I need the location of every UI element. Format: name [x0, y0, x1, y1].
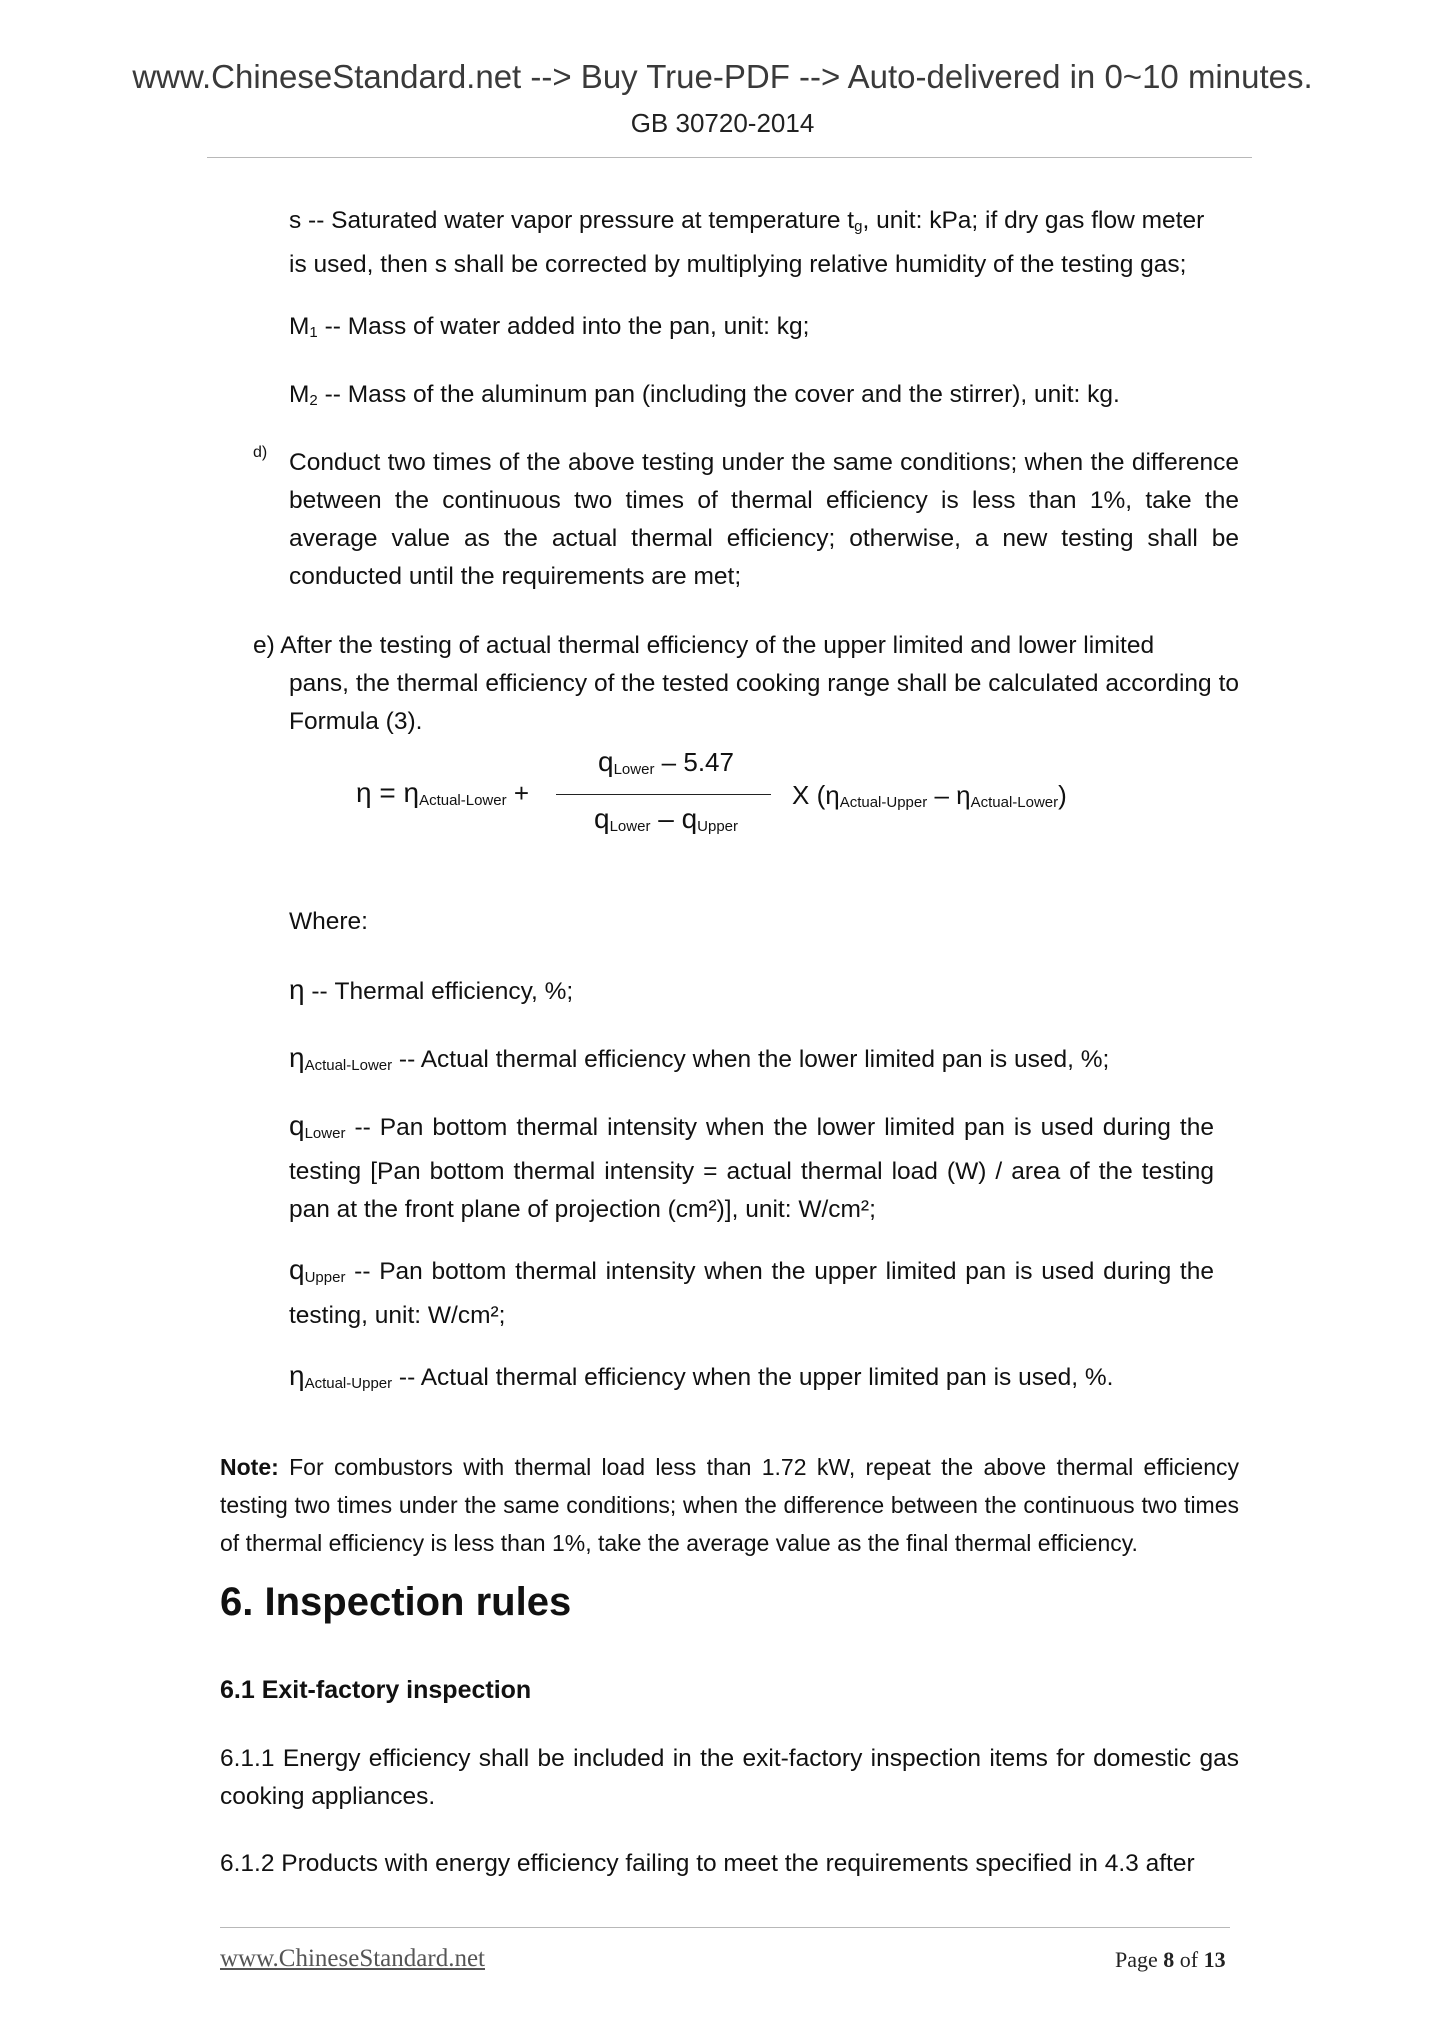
def-s-symbol: s: [289, 207, 302, 234]
def-s-line2: is used, then s shall be corrected by multiplying relative humidity of the testing gas;: [289, 251, 1187, 278]
clause-6-1-2: 6.1.2 Products with energy efficiency failing to meet the requirements specified in 4.3 after: [220, 1850, 1195, 1877]
footer-link[interactable]: www.ChineseStandard.net: [220, 1945, 485, 1972]
def-q-lower: $q_{Lower}$ -- Pan bottom thermal intensity when the lower limited pan is used during the testing [Pan bottom thermal intensity = actual thermal load (W) / area of the testing pan at the front plane of projection (cm²)], unit: W/cm²;: [289, 1110, 1214, 1223]
header-divider: [207, 157, 1252, 158]
formula-numerator: $q_{Lower} - 5.47$: [598, 746, 734, 778]
page-number: Page 8 of 13: [1115, 1947, 1226, 1972]
formula-denominator: $q_{Lower} - q_{Upper}$: [594, 803, 738, 835]
section-6-1-heading: 6.1 Exit-factory inspection: [220, 1676, 532, 1704]
clause-6-1-1: 6.1.1 Energy efficiency shall be included in the exit-factory inspection items for domestic gas cooking appliances.: [220, 1745, 1239, 1810]
note: Note: For combustors with thermal load less than 1.72 kW, repeat the above thermal efficiency testing two times under the same conditions; when the difference between the continuous two times of thermal efficiency is less than 1%, take the average value as the final thermal efficiency.: [220, 1454, 1239, 1556]
section-6-heading: 6. Inspection rules: [220, 1580, 572, 1624]
footer-divider: [220, 1927, 1230, 1928]
formula-lhs: $\eta = \eta_{Actual-Lower}$ +: [356, 777, 530, 809]
def-eta-upper: $\eta_{Actual-Upper}$ -- Actual thermal efficiency when the upper limited pan is used, %.: [289, 1360, 1114, 1392]
def-eta-lower: $\eta_{Actual-Lower}$ -- Actual thermal efficiency when the lower limited pan is used, %;: [289, 1042, 1110, 1074]
header-banner: www.ChineseStandard.net --> Buy True-PDF --> Auto-delivered in 0~10 minutes.: [132, 58, 1313, 95]
formula-rhs: X $(\eta_{Actual-Upper} - \eta_{Actual-Lower})$: [792, 780, 1067, 811]
def-s: s -- Saturated water vapor pressure at temperature $t_g$, unit: kPa; if dry gas flow meter is used, then s shall be corrected by multiplying relative humidity of the testing gas;: [289, 202, 1239, 284]
document-id: GB 30720-2014: [630, 108, 815, 138]
where-label: Where:: [289, 908, 368, 935]
item-d-text: Conduct two times of the above testing under the same conditions; when the difference between the continuous two times of thermal efficiency is less than 1%, take the average value as the actual thermal efficiency; otherwise, a new testing shall be conducted until the requirements are met;: [289, 449, 1239, 590]
item-e-label: e): [253, 632, 275, 659]
def-q-upper: $q_{Upper}$ -- Pan bottom thermal intensity when the upper limited pan is used during the testing, unit: W/cm²;: [289, 1254, 1214, 1329]
note-label: Note:: [220, 1454, 279, 1480]
item-d: [289, 444, 1239, 596]
item-e-continued: pans, the thermal efficiency of the tested cooking range shall be calculated according to Formula (3).: [289, 670, 1239, 735]
def-m2: $M_2$ -- Mass of the aluminum pan (including the cover and the stirrer), unit: kg.: [289, 381, 1120, 409]
item-e: e) After the testing of actual thermal efficiency of the upper limited and lower limited: [253, 632, 1155, 659]
def-eta: η -- Thermal efficiency, %;: [289, 974, 574, 1005]
formula-fraction-bar: [556, 794, 771, 795]
def-m1: $M_1$ -- Mass of water added into the pan, unit: kg;: [289, 313, 810, 341]
item-d-label: d): [253, 444, 268, 461]
